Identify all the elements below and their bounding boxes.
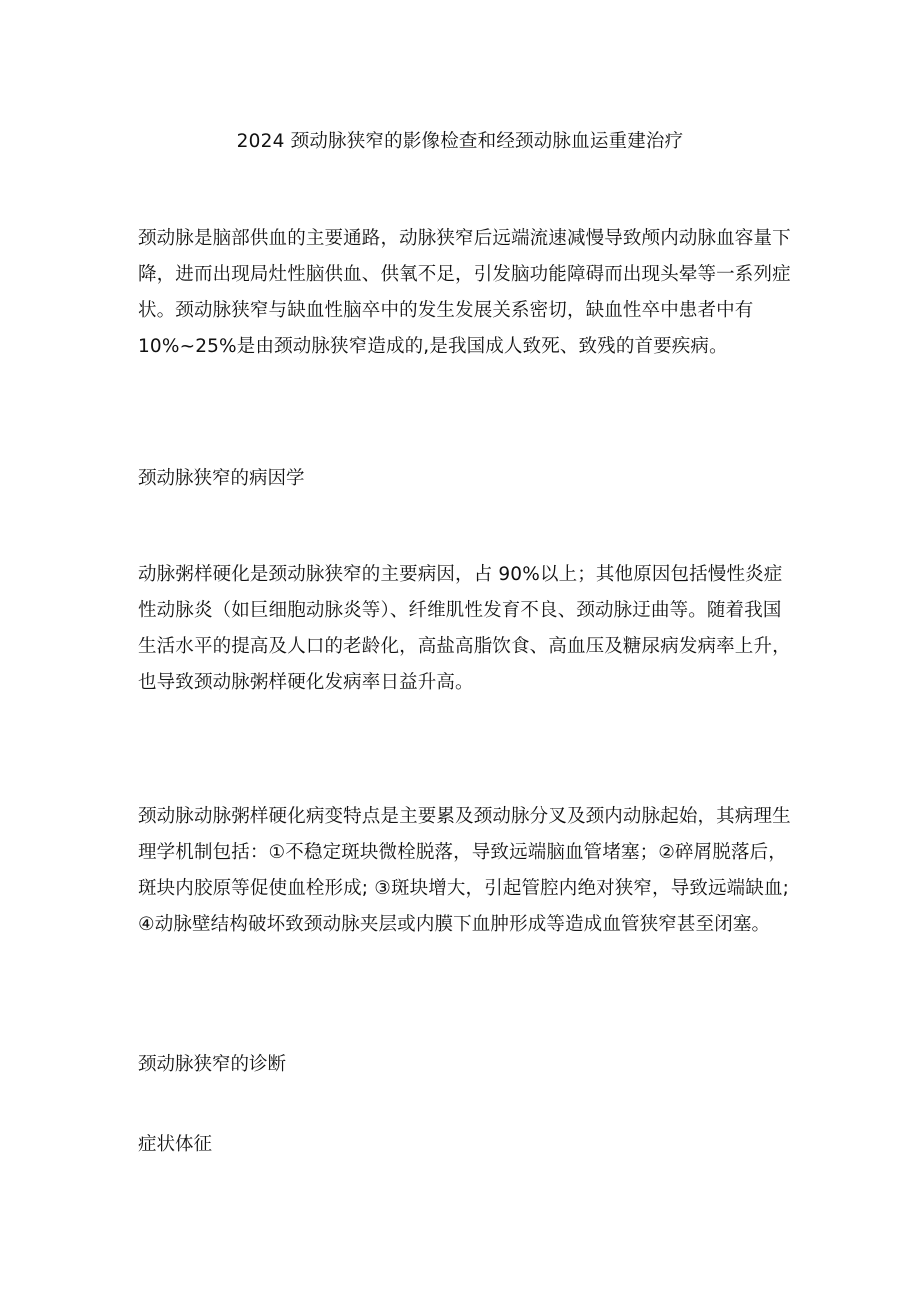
section-heading-diagnosis: 颈动脉狭窄的诊断 xyxy=(138,1054,287,1075)
intro-line: 降，进而出现局灶性脑供血、供氧不足，引发脑功能障碍而出现头晕等一系列症 xyxy=(138,264,791,285)
intro-paragraph xyxy=(138,221,791,365)
paragraph-line: 斑块内胶原等促使血栓形成; ③斑块增大，引起管腔内绝对狭窄，导致远端缺血; xyxy=(138,878,789,899)
paragraph-line: 理学机制包括：①不稳定斑块微栓脱落，导致远端脑血管堵塞；②碎屑脱落后， xyxy=(138,842,787,863)
paragraph-line: 颈动脉动脉粥样硬化病变特点是主要累及颈动脉分叉及颈内动脉起始，其病理生 xyxy=(138,806,791,827)
document-title: 2024 颈动脉狭窄的影像检查和经颈动脉血运重建治疗 xyxy=(236,131,684,152)
intro-line: 10%~25%是由颈动脉狭窄造成的,是我国成人致死、致残的首要疾病。 xyxy=(138,336,728,357)
pathology-paragraph xyxy=(138,799,791,943)
intro-line: 颈动脉是脑部供血的主要通路，动脉狭窄后远端流速减慢导致颅内动脉血容量下 xyxy=(138,228,791,249)
section-heading-etiology: 颈动脉狭窄的病因学 xyxy=(138,468,305,489)
paragraph-line: 也导致颈动脉粥样硬化发病率日益升高。 xyxy=(138,672,474,693)
etiology-paragraph xyxy=(138,557,791,701)
paragraph-line: 动脉粥样硬化是颈动脉狭窄的主要病因，占 90%以上；其他原因包括慢性炎症 xyxy=(138,564,783,585)
paragraph-line: 生活水平的提高及人口的老龄化，高盐高脂饮食、高血压及糖尿病发病率上升， xyxy=(138,636,791,657)
paragraph-line: ④动脉壁结构破坏致颈动脉夹层或内膜下血肿形成等造成血管狭窄甚至闭塞。 xyxy=(138,914,771,935)
paragraph-line: 性动脉炎（如巨细胞动脉炎等）、纤维肌性发育不良、颈动脉迂曲等。随着我国 xyxy=(138,600,782,621)
subheading-symptoms: 症状体征 xyxy=(138,1134,213,1155)
intro-line: 状。颈动脉狭窄与缺血性脑卒中的发生发展关系密切，缺血性卒中患者中有 xyxy=(138,300,754,321)
